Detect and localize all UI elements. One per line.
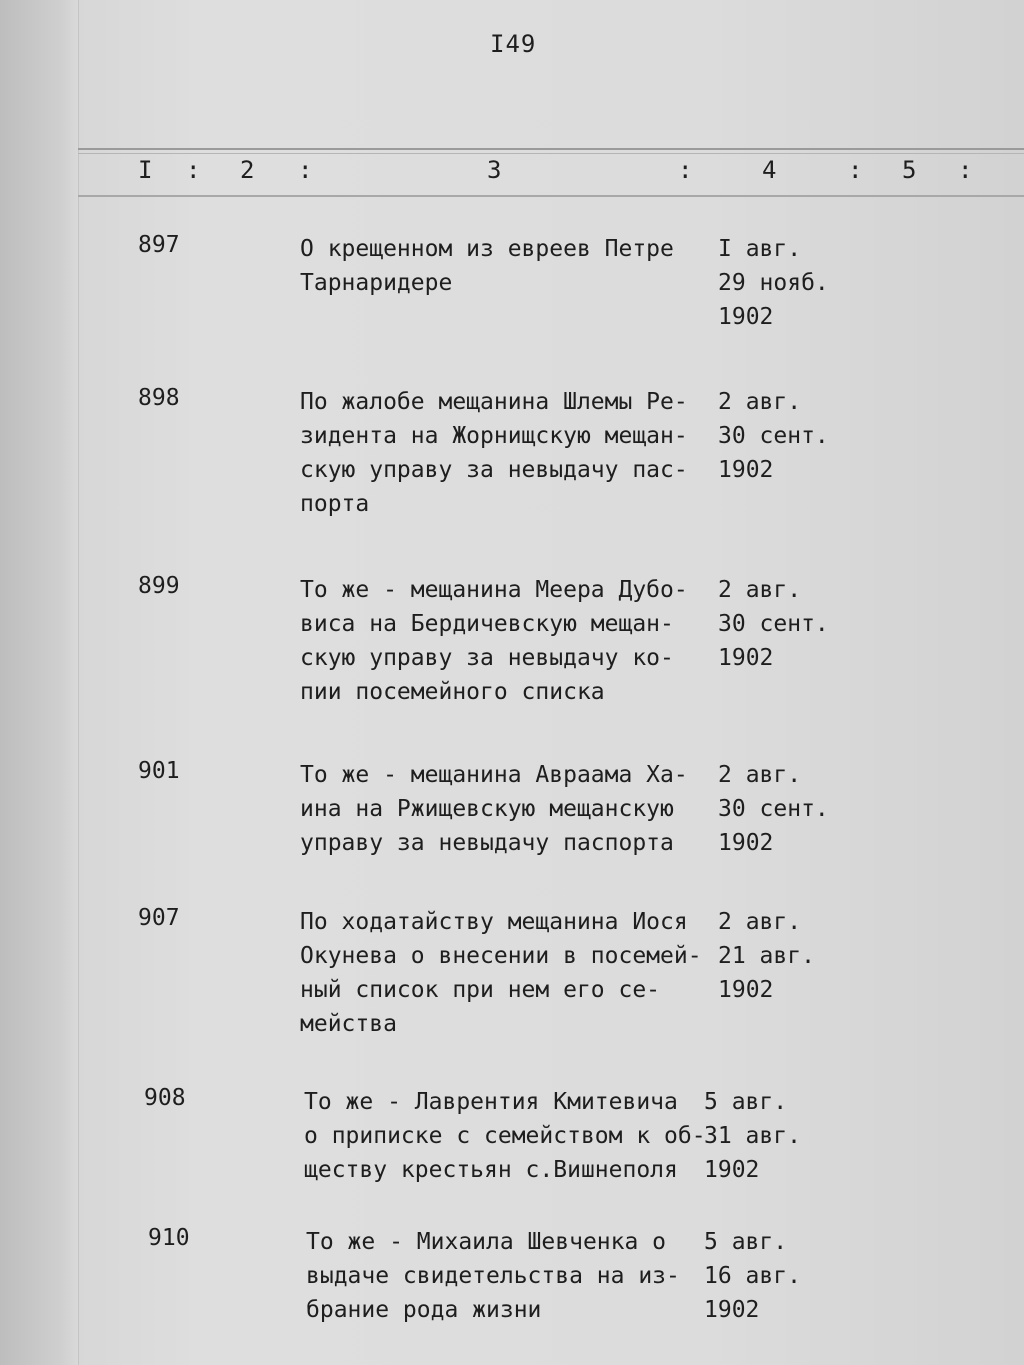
entry-text-line: выдаче свидетельства на из- (306, 1263, 680, 1289)
entry-date-line: 1902 (718, 457, 774, 483)
entry-date-line: 30 сент. (718, 423, 829, 449)
entry-number: 910 (148, 1225, 190, 1251)
entry-number: 898 (138, 385, 180, 411)
entry-date-line: 2 авг. (718, 577, 802, 603)
column-header-1: I (138, 156, 153, 184)
entry-text-line: Окунева о внесении в посемей- (300, 943, 702, 969)
entry-description (300, 758, 710, 860)
entry-number: 901 (138, 758, 180, 784)
entry-dates (704, 1085, 844, 1187)
entry-dates (718, 385, 858, 487)
column-header-2: 2 (240, 156, 255, 184)
entry-text-line: виса на Бердичевскую мещан- (300, 611, 674, 637)
entry-date-line: 29 нояб. (718, 270, 829, 296)
entry-description (300, 905, 710, 1041)
entry-text-line: Тарнаридере (300, 270, 453, 296)
entry-number: 907 (138, 905, 180, 931)
entry-dates (718, 905, 858, 1007)
entry-description (306, 1225, 716, 1327)
column-separator: : (298, 156, 313, 184)
entry-date-line: I авг. (718, 236, 802, 262)
entry-description (300, 385, 710, 521)
entry-text-line: То же - Михаила Шевченка о (306, 1229, 667, 1255)
entry-text-line: мейства (300, 1011, 397, 1037)
entry-text-line: о приписке с семейством к об- (304, 1123, 706, 1149)
entry-text-line: То же - мещанина Меера Дубо- (300, 577, 688, 603)
entry-dates (718, 573, 858, 675)
entry-date-line: 2 авг. (718, 762, 802, 788)
entry-description (300, 232, 710, 300)
entry-date-line: 1902 (704, 1157, 760, 1183)
entry-text-line: управу за невыдачу паспорта (300, 830, 674, 856)
entry-text-line: ществу крестьян с.Вишнеполя (304, 1157, 678, 1183)
entry-date-line: 30 сент. (718, 796, 829, 822)
entry-text-line: То же - Лаврентия Кмитевича (304, 1089, 678, 1115)
entry-date-line: 1902 (718, 830, 774, 856)
column-header-4: 4 (762, 156, 777, 184)
entry-date-line: 21 авг. (718, 943, 815, 969)
column-separator: : (186, 156, 201, 184)
entry-description (304, 1085, 714, 1187)
column-separator: : (958, 156, 973, 184)
entry-date-line: 1902 (704, 1297, 760, 1323)
entry-text-line: пии посемейного списка (300, 679, 605, 705)
entry-date-line: 30 сент. (718, 611, 829, 637)
column-separator: : (848, 156, 863, 184)
entry-date-line: 1902 (718, 977, 774, 1003)
column-header-5: 5 (902, 156, 917, 184)
entry-date-line: 31 авг. (704, 1123, 801, 1149)
entry-dates (718, 232, 858, 334)
entry-number: 899 (138, 573, 180, 599)
entry-text-line: скую управу за невыдачу ко- (300, 645, 674, 671)
entry-text-line: брание рода жизни (306, 1297, 542, 1323)
column-separator: : (678, 156, 693, 184)
entry-date-line: 16 авг. (704, 1263, 801, 1289)
entry-date-line: 5 авг. (704, 1089, 788, 1115)
entry-date-line: 1902 (718, 304, 774, 330)
page-number: I49 (490, 30, 537, 58)
entry-text-line: порта (300, 491, 370, 517)
entry-text-line: зидента на Жорнищскую мещан- (300, 423, 688, 449)
entry-text-line: О крещенном из евреев Петре (300, 236, 674, 262)
entry-date-line: 2 авг. (718, 389, 802, 415)
column-header-3: 3 (487, 156, 502, 184)
entry-date-line: 5 авг. (704, 1229, 788, 1255)
entry-description (300, 573, 710, 709)
entry-date-line: 1902 (718, 645, 774, 671)
entry-text-line: То же - мещанина Авраама Ха- (300, 762, 688, 788)
entry-text-line: По ходатайству мещанина Иося (300, 909, 688, 935)
entry-text-line: ина на Ржищевскую мещанскую (300, 796, 674, 822)
entry-text-line: По жалобе мещанина Шлемы Ре- (300, 389, 688, 415)
entry-text-line: ный список при нем его се- (300, 977, 661, 1003)
entry-date-line: 2 авг. (718, 909, 802, 935)
entry-number: 908 (144, 1085, 186, 1111)
entry-text-line: скую управу за невыдачу пас- (300, 457, 688, 483)
entry-dates (718, 758, 858, 860)
entry-dates (704, 1225, 844, 1327)
entry-number: 897 (138, 232, 180, 258)
